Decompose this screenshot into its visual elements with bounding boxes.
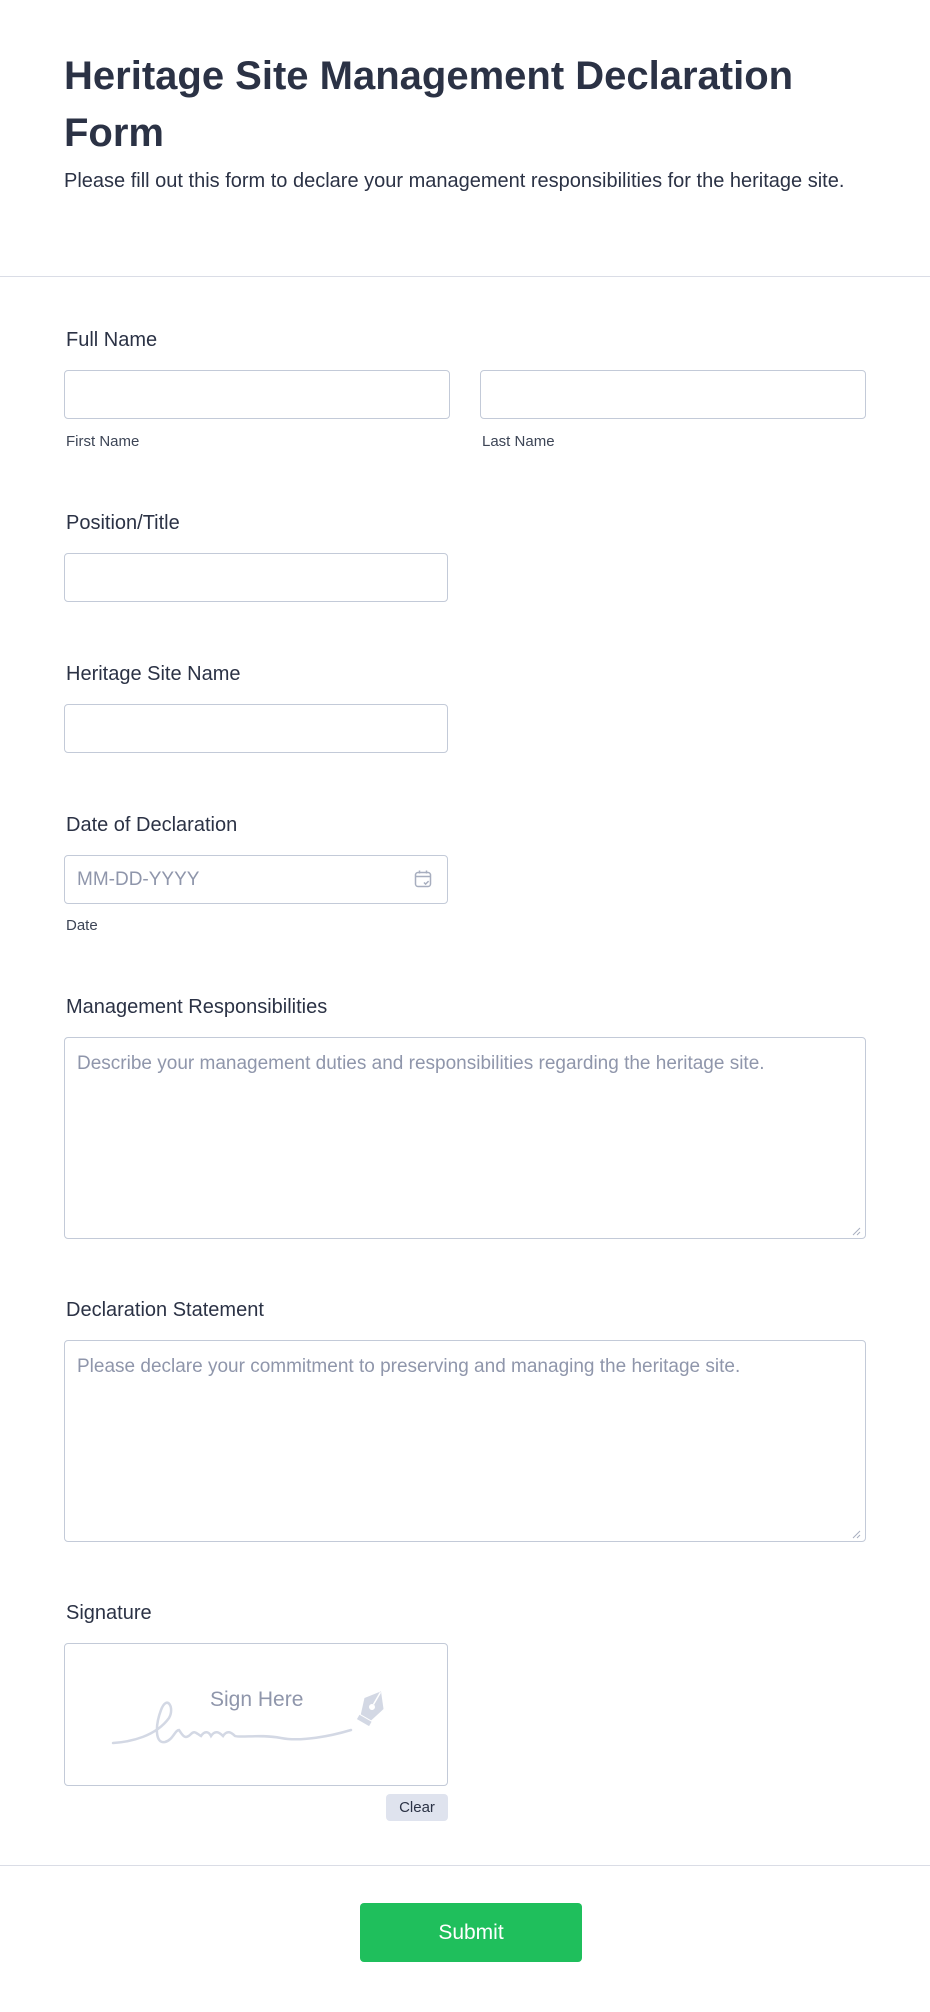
first-name-sublabel: First Name xyxy=(66,433,140,450)
signature-pad[interactable] xyxy=(64,1643,448,1786)
resize-grip-icon[interactable] xyxy=(851,1526,861,1536)
position-label: Position/Title xyxy=(66,512,180,534)
responsibilities-textarea[interactable] xyxy=(64,1037,866,1239)
last-name-input[interactable] xyxy=(480,370,866,419)
date-label: Date of Declaration xyxy=(66,814,238,836)
header-divider xyxy=(0,276,930,277)
signature-label: Signature xyxy=(66,1602,152,1624)
declaration-textarea[interactable] xyxy=(64,1340,866,1542)
sign-here-text: Sign Here xyxy=(210,1688,304,1711)
site-name-label: Heritage Site Name xyxy=(66,663,241,685)
form-subtitle: Please fill out this form to declare your management responsibilities for the heritage site. xyxy=(64,170,845,192)
first-name-input[interactable] xyxy=(64,370,450,419)
responsibilities-label: Management Responsibilities xyxy=(66,996,328,1018)
form-header xyxy=(64,48,874,197)
date-sublabel: Date xyxy=(66,917,98,934)
calendar-icon[interactable] xyxy=(413,869,433,889)
footer-divider xyxy=(0,1865,930,1866)
submit-button[interactable]: Submit xyxy=(360,1903,582,1962)
form-title: Heritage Site Management Declaration Form xyxy=(64,54,794,155)
last-name-sublabel: Last Name xyxy=(482,433,555,450)
declaration-label: Declaration Statement xyxy=(66,1299,264,1321)
position-input[interactable] xyxy=(64,553,448,602)
resize-grip-icon[interactable] xyxy=(851,1223,861,1233)
date-input[interactable] xyxy=(64,855,448,904)
clear-signature-button[interactable]: Clear xyxy=(386,1794,448,1821)
site-name-input[interactable] xyxy=(64,704,448,753)
full-name-label: Full Name xyxy=(66,329,158,351)
pen-nib-icon xyxy=(350,1685,394,1729)
